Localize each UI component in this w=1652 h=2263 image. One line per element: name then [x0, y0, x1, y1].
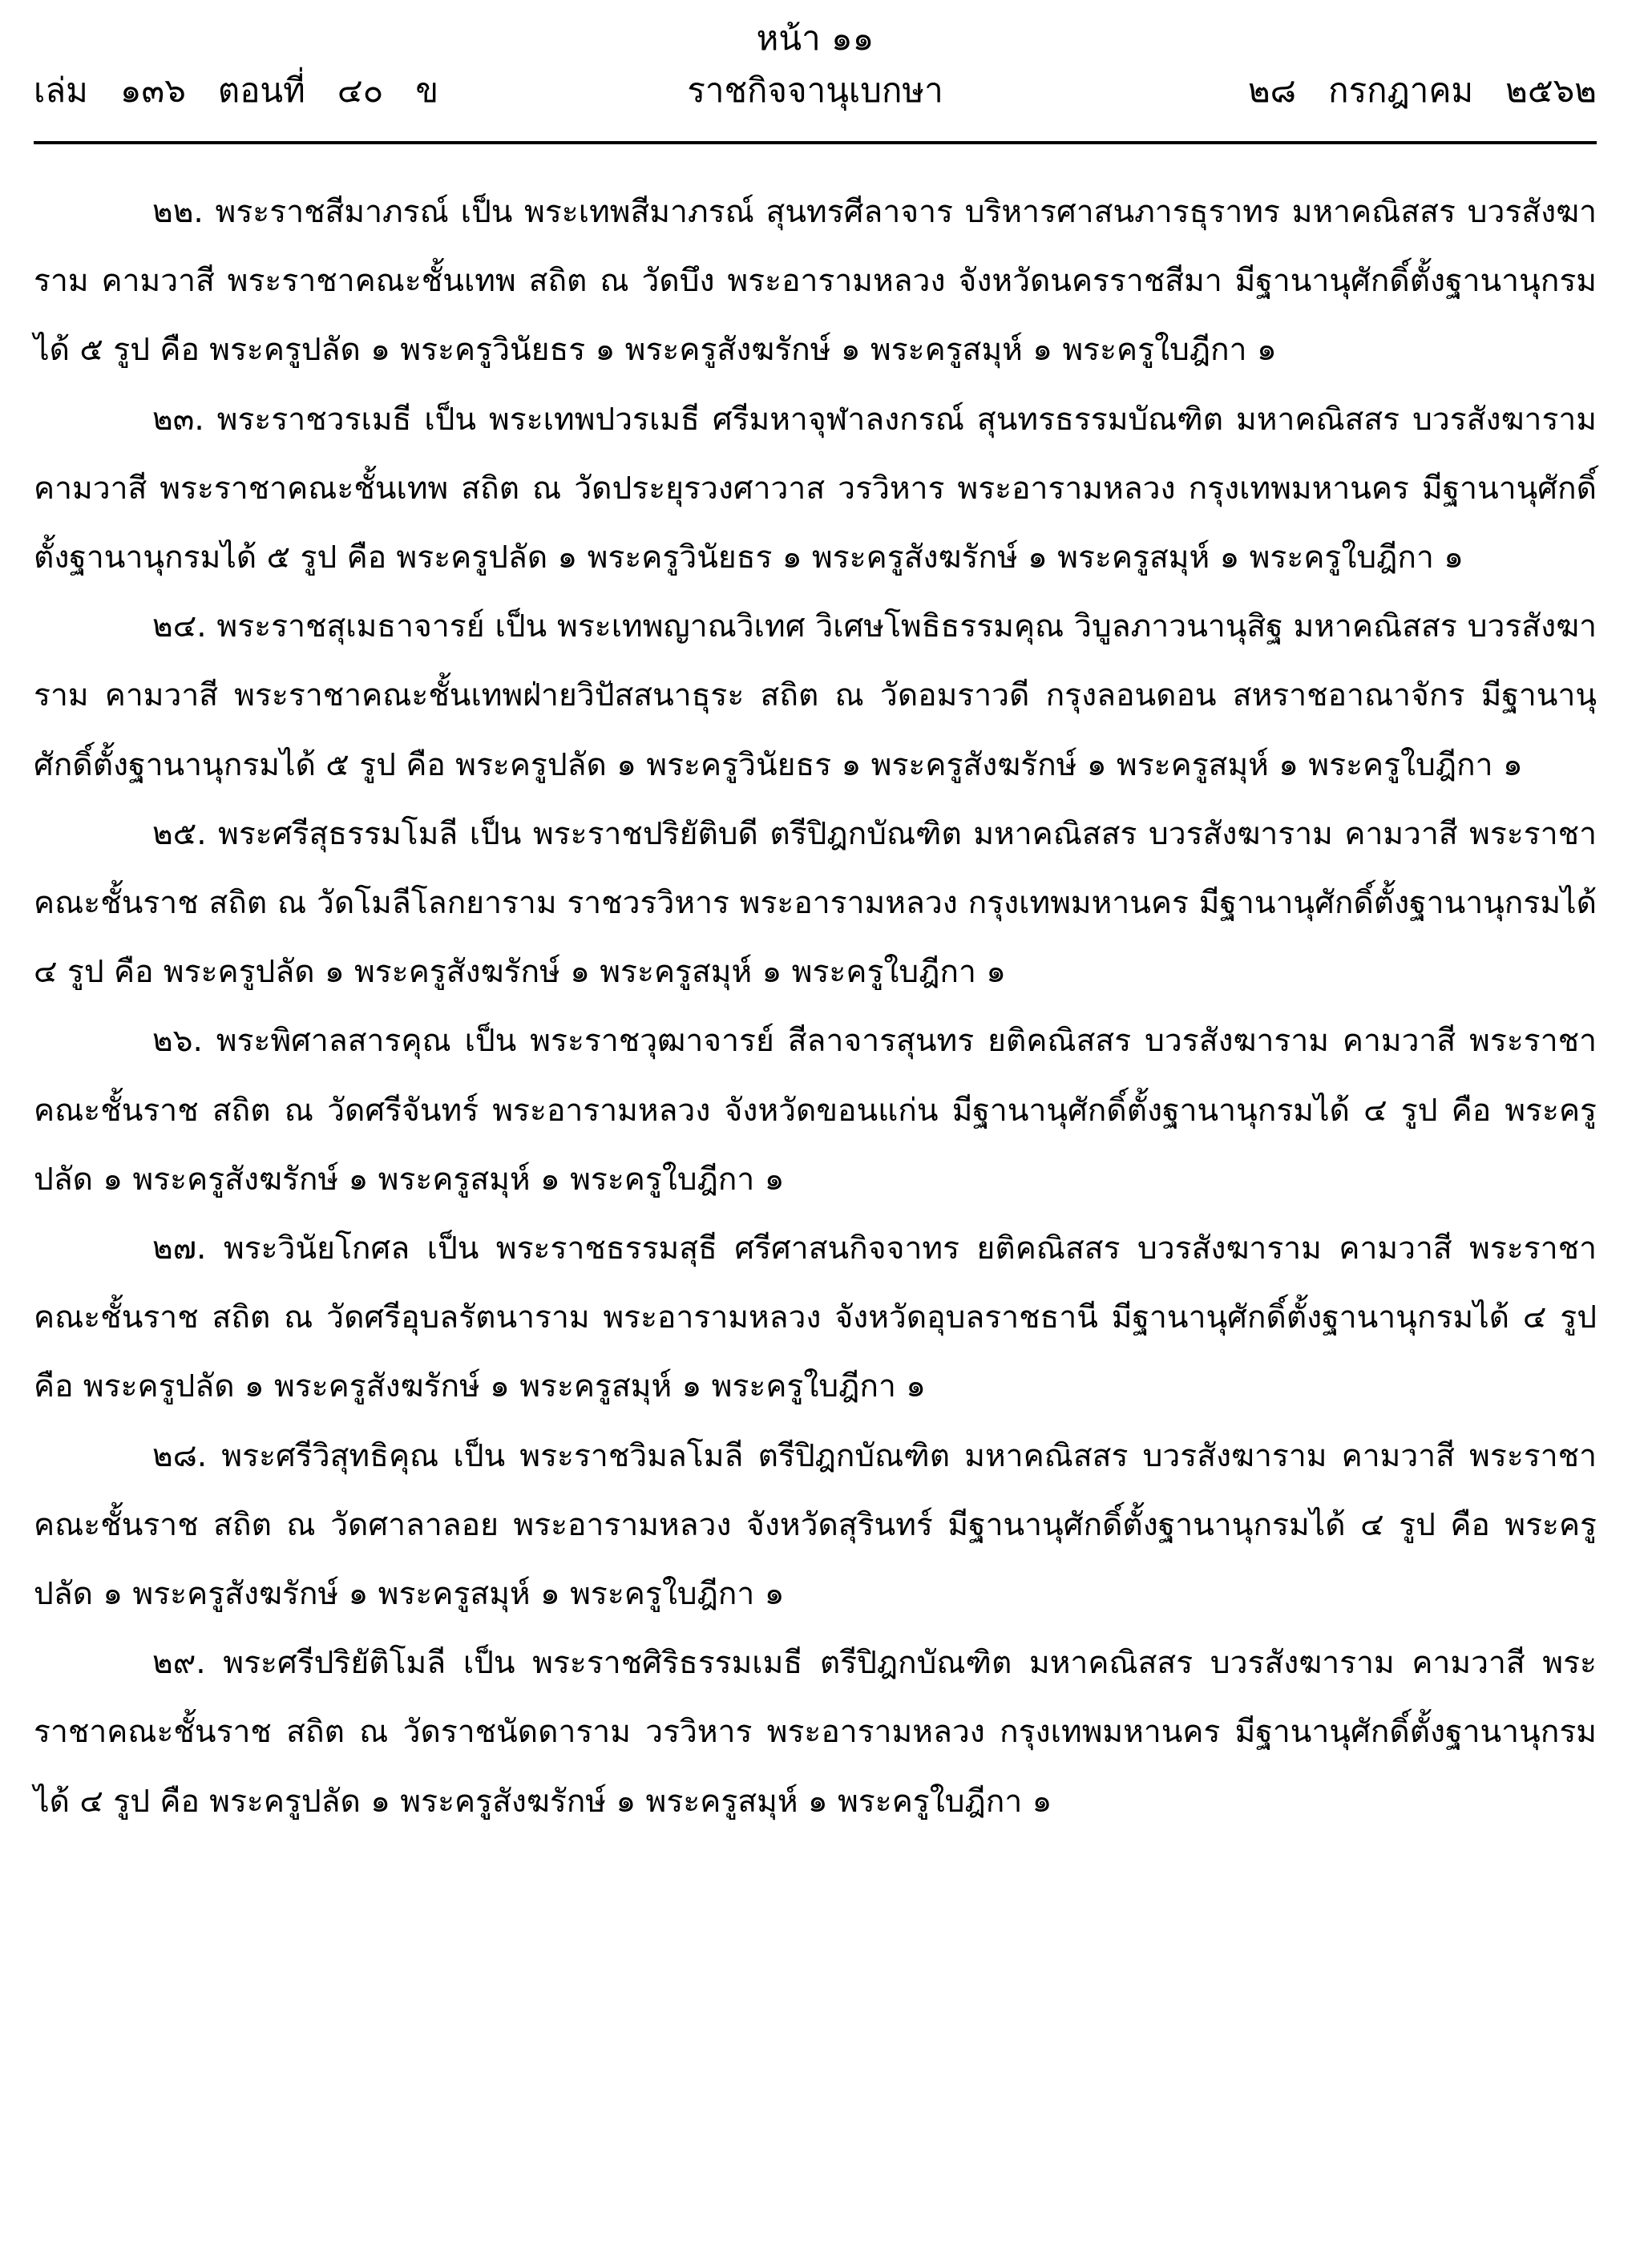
entry-text: พระวินัยโกศล เป็น พระราชธรรมสุธี ศรีศาสนกิจจาทร ยติคณิสสร บวรสังฆาราม คามวาสี พระราชาคณะชั้นราช สถิต ณ วัดศรีอุบลรัตนาราม พระอารามหลวง จังหวัดอุบลราชธานี มีฐานานุศักดิ์ตั้งฐานานุกรมได้ ๔ รูป คือ พระครูปลัด ๑ พระครูสังฆรักษ์ ๑ พระครูสมุห์ ๑ พระครูใบฎีกา ๑: [34, 1231, 1597, 1405]
page-number: หน้า ๑๑: [756, 18, 874, 58]
page-header: [34, 14, 1597, 119]
entry-text: พระราชวรเมธี เป็น พระเทพปวรเมธี ศรีมหาจุฬาลงกรณ์ สุนทรธรรมบัณฑิต มหาคณิสสร บวรสังฆาราม คามวาสี พระราชาคณะชั้นเทพ สถิต ณ วัดประยุรวงศาวาส วรวิหาร พระอารามหลวง กรุงเทพมหานคร มีฐานานุศักดิ์ตั้งฐานานุกรมได้ ๕ รูป คือ พระครูปลัด ๑ พระครูวินัยธร ๑ พระครูสังฆรักษ์ ๑ พระครูสมุห์ ๑ พระครูใบฎีกา ๑: [34, 401, 1597, 576]
entry-number: ๒๗.: [152, 1231, 207, 1267]
publication-date: ๒๘ กรกฎาคม ๒๕๖๒: [1248, 71, 1597, 110]
entry-text: พระศรีปริยัติโมลี เป็น พระราชศิริธรรมเมธี ตรีปิฎกบัณฑิต มหาคณิสสร บวรสังฆาราม คามวาสี พระราชาคณะชั้นราช สถิต ณ วัดราชนัดดาราม วรวิหาร พระอารามหลวง กรุงเทพมหานคร มีฐานานุศักดิ์ตั้งฐานานุกรมได้ ๔ รูป คือ พระครูปลัด ๑ พระครูสังฆรักษ์ ๑ พระครูสมุห์ ๑ พระครูใบฎีกา ๑: [34, 1645, 1597, 1820]
entry-23: [34, 386, 1597, 593]
entry-26: [34, 1007, 1597, 1214]
entry-24: [34, 592, 1597, 800]
entry-25: [34, 800, 1597, 1008]
header-row: [34, 63, 1597, 119]
entry-number: ๒๒.: [152, 194, 204, 230]
entry-text: พระพิศาลสารคุณ เป็น พระราชวุฒาจารย์ สีลาจารสุนทร ยติคณิสสร บวรสังฆาราม คามวาสี พระราชาคณะชั้นราช สถิต ณ วัดศรีจันทร์ พระอารามหลวง จังหวัดขอนแก่น มีฐานานุศักดิ์ตั้งฐานานุกรมได้ ๔ รูป คือ พระครูปลัด ๑ พระครูสังฆรักษ์ ๑ พระครูสมุห์ ๑ พระครูใบฎีกา ๑: [34, 1023, 1597, 1198]
document-body: [34, 178, 1597, 1837]
entry-number: ๒๘.: [152, 1437, 208, 1474]
entry-number: ๒๔.: [152, 608, 207, 645]
entry-number: ๒๓.: [152, 401, 204, 438]
volume-info: เล่ม ๑๓๖ ตอนที่ ๔๐ ข: [34, 71, 439, 110]
entry-27: [34, 1214, 1597, 1422]
entry-text: พระราชสีมาภรณ์ เป็น พระเทพสีมาภรณ์ สุนทรศีลาจาร บริหารศาสนภารธุราทร มหาคณิสสร บวรสังฆาราม คามวาสี พระราชาคณะชั้นเทพ สถิต ณ วัดบึง พระอารามหลวง จังหวัดนครราชสีมา มีฐานานุศักดิ์ตั้งฐานานุกรมได้ ๕ รูป คือ พระครูปลัด ๑ พระครูวินัยธร ๑ พระครูสังฆรักษ์ ๑ พระครูสมุห์ ๑ พระครูใบฎีกา ๑: [34, 194, 1597, 369]
entry-number: ๒๕.: [152, 815, 207, 852]
entry-text: พระศรีวิสุทธิคุณ เป็น พระราชวิมลโมลี ตรีปิฎกบัณฑิต มหาคณิสสร บวรสังฆาราม คามวาสี พระราชาคณะชั้นราช สถิต ณ วัดศาลาลอย พระอารามหลวง จังหวัดสุรินทร์ มีฐานานุศักดิ์ตั้งฐานานุกรมได้ ๔ รูป คือ พระครูปลัด ๑ พระครูสังฆรักษ์ ๑ พระครูสมุห์ ๑ พระครูใบฎีกา ๑: [34, 1437, 1597, 1613]
entry-29: [34, 1629, 1597, 1837]
entry-number: ๒๙.: [152, 1645, 206, 1682]
entry-22: [34, 178, 1597, 386]
header-divider: [34, 141, 1597, 144]
publication-title: ราชกิจจานุเบกษา: [687, 71, 943, 110]
entry-text: พระศรีสุธรรมโมลี เป็น พระราชปริยัติบดี ตรีปิฎกบัณฑิต มหาคณิสสร บวรสังฆาราม คามวาสี พระราชาคณะชั้นราช สถิต ณ วัดโมลีโลกยาราม ราชวรวิหาร พระอารามหลวง กรุงเทพมหานคร มีฐานานุศักดิ์ตั้งฐานานุกรมได้ ๔ รูป คือ พระครูปลัด ๑ พระครูสังฆรักษ์ ๑ พระครูสมุห์ ๑ พระครูใบฎีกา ๑: [34, 815, 1597, 991]
entry-28: [34, 1422, 1597, 1630]
entry-number: ๒๖.: [152, 1023, 203, 1060]
entry-text: พระราชสุเมธาจารย์ เป็น พระเทพญาณวิเทศ วิเศษโพธิธรรมคุณ วิบูลภาวนานุสิฐ มหาคณิสสร บวรสังฆาราม คามวาสี พระราชาคณะชั้นเทพฝ่ายวิปัสสนาธุระ สถิต ณ วัดอมราวดี กรุงลอนดอน สหราชอาณาจักร มีฐานานุศักดิ์ตั้งฐานานุกรมได้ ๕ รูป คือ พระครูปลัด ๑ พระครูวินัยธร ๑ พระครูสังฆรักษ์ ๑ พระครูสมุห์ ๑ พระครูใบฎีกา ๑: [34, 608, 1597, 783]
